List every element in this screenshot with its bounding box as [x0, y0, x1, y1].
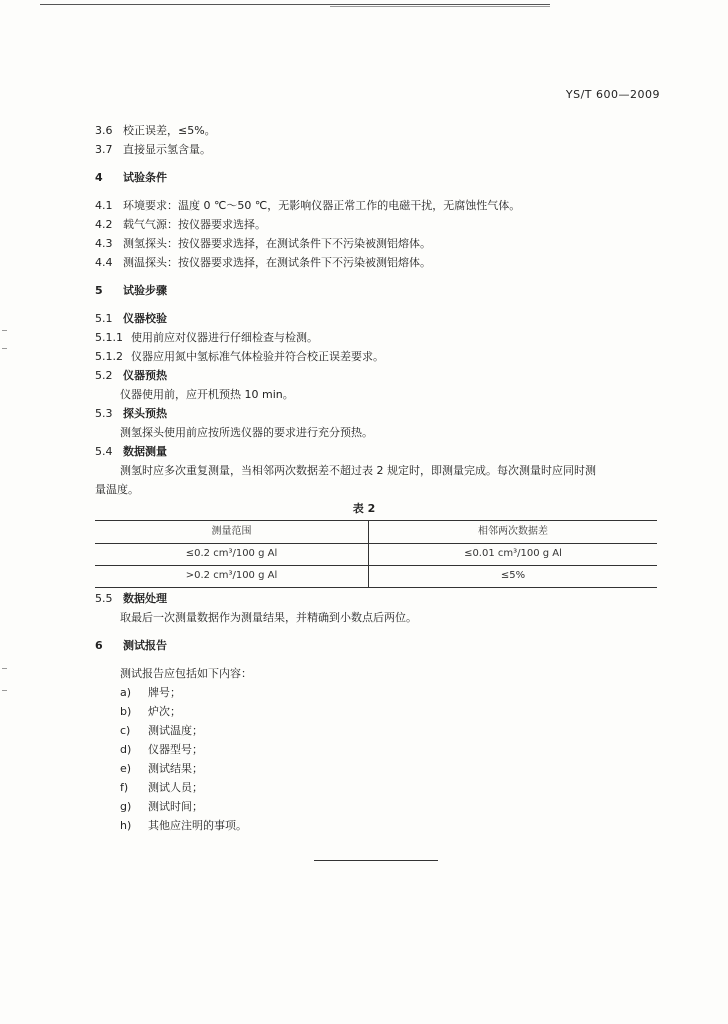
- list-item: [120, 686, 181, 700]
- clause-5-3: [95, 407, 167, 421]
- clause-text: 测氢探头：按仪器要求选择，在测试条件下不污染被测铝熔体。: [123, 237, 431, 250]
- clause-4-2: [95, 218, 266, 232]
- section-title: 试验步骤: [123, 284, 167, 297]
- table-row: [95, 543, 657, 566]
- list-label: b): [120, 705, 132, 718]
- section-4-heading: [95, 171, 167, 185]
- table-cell: ≤0.01 cm³/100 g Al: [368, 543, 657, 565]
- clause-5-4: [95, 445, 167, 459]
- section-number: 6: [95, 639, 103, 652]
- clause-text: 校正误差，≤5%。: [123, 124, 216, 137]
- clause-title: 仪器预热: [123, 369, 167, 382]
- list-item: [120, 762, 203, 776]
- clause-number: 5.1.1: [95, 331, 123, 344]
- clause-4-4: [95, 256, 431, 270]
- section-number: 4: [95, 171, 103, 184]
- table-header-cell: 测量范围: [211, 526, 252, 537]
- scan-mark: [2, 668, 7, 669]
- clause-3-7: [95, 143, 211, 157]
- clause-text: 测温探头：按仪器要求选择，在测试条件下不污染被测铝熔体。: [123, 256, 431, 269]
- section-5-heading: [95, 284, 167, 298]
- clause-number: 4.4: [95, 256, 113, 269]
- section-number: 5: [95, 284, 103, 297]
- clause-number: 5.2: [95, 369, 113, 382]
- table-cell: ≤5%: [368, 565, 657, 587]
- list-text: 仪器型号；: [148, 743, 203, 756]
- clause-number: 3.6: [95, 124, 113, 137]
- clause-title: 探头预热: [123, 407, 167, 420]
- clause-number: 4.2: [95, 218, 113, 231]
- list-text: 测试人员；: [148, 781, 203, 794]
- scan-border-line: [40, 4, 550, 5]
- clause-5-1-2: [95, 350, 384, 364]
- list-item: [120, 743, 203, 757]
- table-row: [95, 565, 657, 587]
- list-label: a): [120, 686, 132, 699]
- clause-number: 5.3: [95, 407, 113, 420]
- scan-mark: [2, 690, 7, 691]
- clause-4-3: [95, 237, 431, 251]
- list-item: [120, 781, 203, 795]
- table-title: 表 2: [352, 502, 376, 515]
- clause-number: 5.1.2: [95, 350, 123, 363]
- clause-5-1-1: [95, 331, 318, 345]
- clause-5-5: [95, 592, 167, 606]
- list-item: [120, 819, 247, 833]
- scan-mark: [2, 348, 7, 349]
- section-title: 试验条件: [123, 171, 167, 184]
- clause-text: 直接显示氢含量。: [123, 143, 211, 156]
- list-text: 测试结果；: [148, 762, 203, 775]
- clause-5-3-body: 测氢探头使用前应按所选仪器的要求进行充分预热。: [120, 426, 373, 439]
- list-item: [120, 705, 181, 719]
- clause-title: 仪器校验: [123, 312, 167, 325]
- clause-text: 仪器应用氮中氢标准气体检验并符合校正误差要求。: [131, 350, 384, 363]
- report-intro: 测试报告应包括如下内容：: [120, 667, 252, 680]
- clause-number: 3.7: [95, 143, 113, 156]
- clause-number: 5.1: [95, 312, 113, 325]
- list-text: 牌号；: [148, 686, 181, 699]
- standard-code: YS/T 600—2009: [565, 88, 660, 101]
- list-text: 测试温度；: [148, 724, 203, 737]
- clause-text: 使用前应对仪器进行仔细检查与检测。: [131, 331, 318, 344]
- clause-5-2: [95, 369, 167, 383]
- data-table: [95, 520, 657, 588]
- table-cell: >0.2 cm³/100 g Al: [185, 570, 278, 581]
- clause-title: 数据处理: [123, 592, 167, 605]
- scan-border-line: [330, 6, 550, 7]
- clause-title: 数据测量: [123, 445, 167, 458]
- list-label: e): [120, 762, 132, 775]
- section-title: 测试报告: [123, 639, 167, 652]
- clause-number: 5.5: [95, 592, 113, 605]
- clause-text: 载气气源：按仪器要求选择。: [123, 218, 266, 231]
- table-header-cell: 相邻两次数据差: [368, 521, 657, 543]
- clause-number: 5.4: [95, 445, 113, 458]
- table-cell: ≤0.2 cm³/100 g Al: [185, 548, 278, 559]
- list-label: h): [120, 819, 132, 832]
- list-item: [120, 800, 203, 814]
- clause-5-5-body: 取最后一次测量数据作为测量结果，并精确到小数点后两位。: [120, 611, 417, 624]
- scan-mark: [2, 330, 7, 331]
- end-rule: [314, 860, 438, 861]
- list-label: f): [120, 781, 129, 794]
- clause-text: 环境要求：温度 0 ℃～50 ℃，无影响仪器正常工作的电磁干扰，无腐蚀性气体。: [123, 199, 521, 212]
- clause-5-1: [95, 312, 167, 326]
- section-6-heading: [95, 639, 167, 653]
- clause-number: 4.3: [95, 237, 113, 250]
- clause-number: 4.1: [95, 199, 113, 212]
- list-label: g): [120, 800, 132, 813]
- list-label: d): [120, 743, 132, 756]
- list-text: 测试时间；: [148, 800, 203, 813]
- clause-5-2-body: 仪器使用前，应开机预热 10 min。: [120, 388, 294, 401]
- list-item: [120, 724, 203, 738]
- table-header-row: [95, 521, 657, 544]
- list-text: 其他应注明的事项。: [148, 819, 247, 832]
- list-label: c): [120, 724, 131, 737]
- clause-3-6: [95, 124, 216, 138]
- clause-5-4-body-line2: 量温度。: [95, 483, 139, 496]
- clause-5-4-body-line1: 测氢时应多次重复测量，当相邻两次数据差不超过表 2 规定时，即测量完成。每次测量时应同时测: [120, 464, 596, 477]
- list-text: 炉次；: [148, 705, 181, 718]
- clause-4-1: [95, 199, 520, 213]
